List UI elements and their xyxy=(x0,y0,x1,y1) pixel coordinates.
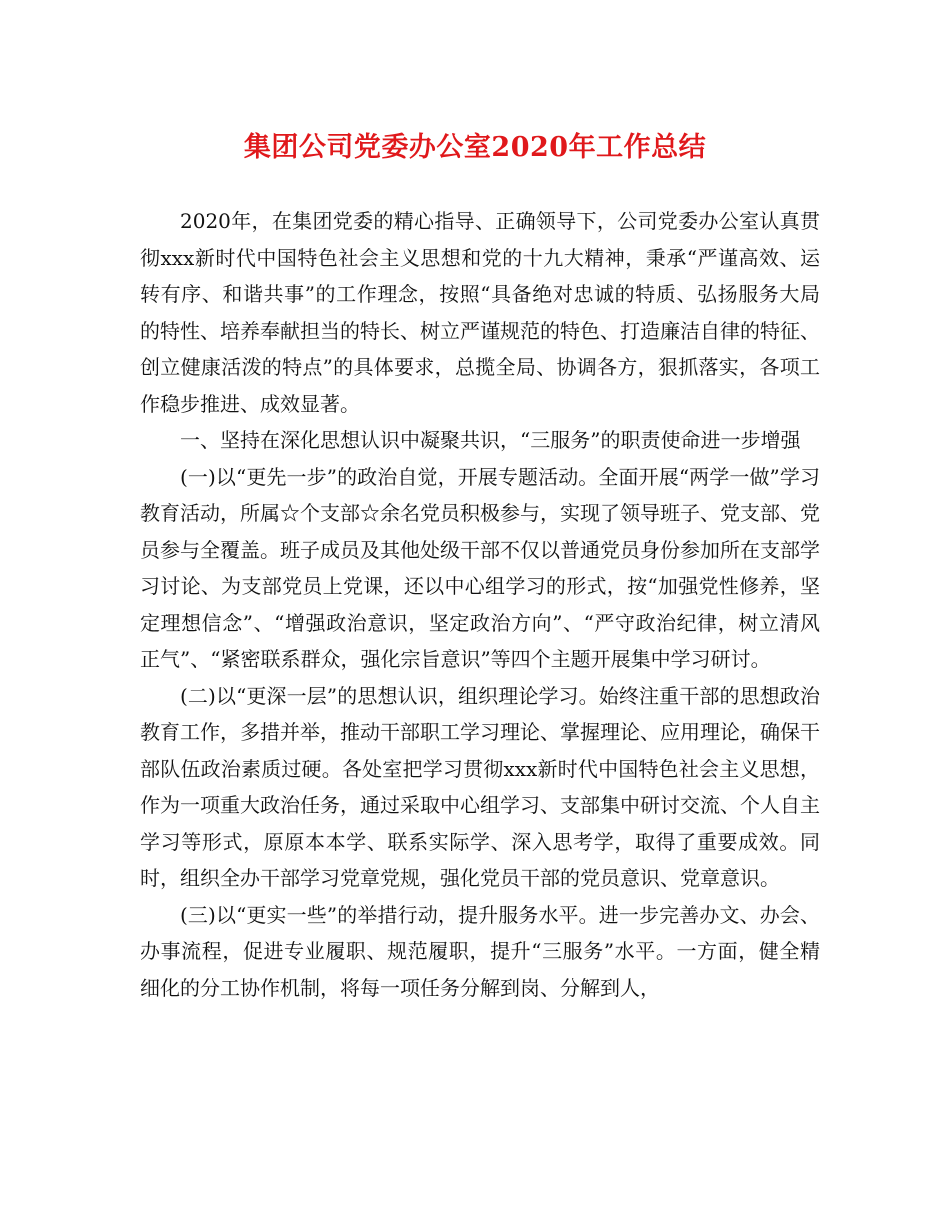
paragraph-3: (三)以“更实一些”的举措行动，提升服务水平。进一步完善办文、办会、办事流程，促进专业履职、规范履职，提升“三服务”水平。一方面，健全精细化的分工协作机制，将每一项任务分解到岗、分解到人， xyxy=(140,902,820,1000)
document-title: 集团公司党委办公室2020年工作总结 xyxy=(243,132,707,163)
paragraph-2: (二)以“更深一层”的思想认识，组织理论学习。始终注重干部的思想政治教育工作，多措并举，推动干部职工学习理论、掌握理论、应用理论，确保干部队伍政治素质过硬。各处室把学习贯彻xxx新时代中国特色社会主义思想，作为一项重大政治任务，通过采取中心组学习、支部集中研讨交流、个人自主学习等形式，原原本本学、联系实际学、深入思考学，取得了重要成效。同时，组织全办干部学习党章党规，强化党员干部的党员意识、党章意识。 xyxy=(140,683,820,890)
paragraph-1: (一)以“更先一步”的政治自觉，开展专题活动。全面开展“两学一做”学习教育活动，所属☆个支部☆余名党员积极参与，实现了领导班子、党支部、党员参与全覆盖。班子成员及其他处级干部不仅以普通党员身份参加所在支部学习讨论、为支部党员上党课，还以中心组学习的形式，按“加强党性修养，坚定理想信念”、“增强政治意识，坚定政治方向”、“严守政治纪律，树立清风正气”、“紧密联系群众，强化宗旨意识”等四个主题开展集中学习研讨。 xyxy=(140,464,820,671)
section-heading-1: 一、坚持在深化思想认识中凝聚共识，“三服务”的职责使命进一步增强 xyxy=(180,428,801,452)
paragraph-intro: 2020年，在集团党委的精心指导、正确领导下，公司党委办公室认真贯彻xxx新时代中国特色社会主义思想和党的十九大精神，秉承“严谨高效、运转有序、和谐共事”的工作理念，按照“具备绝对忠诚的特质、弘扬服务大局的特性、培养奉献担当的特长、树立严谨规范的特色、打造廉洁自律的特征、创立健康活泼的特点”的具体要求，总揽全局、协调各方，狠抓落实，各项工作稳步推进、成效显著。 xyxy=(140,209,820,416)
document-body xyxy=(140,203,820,1006)
